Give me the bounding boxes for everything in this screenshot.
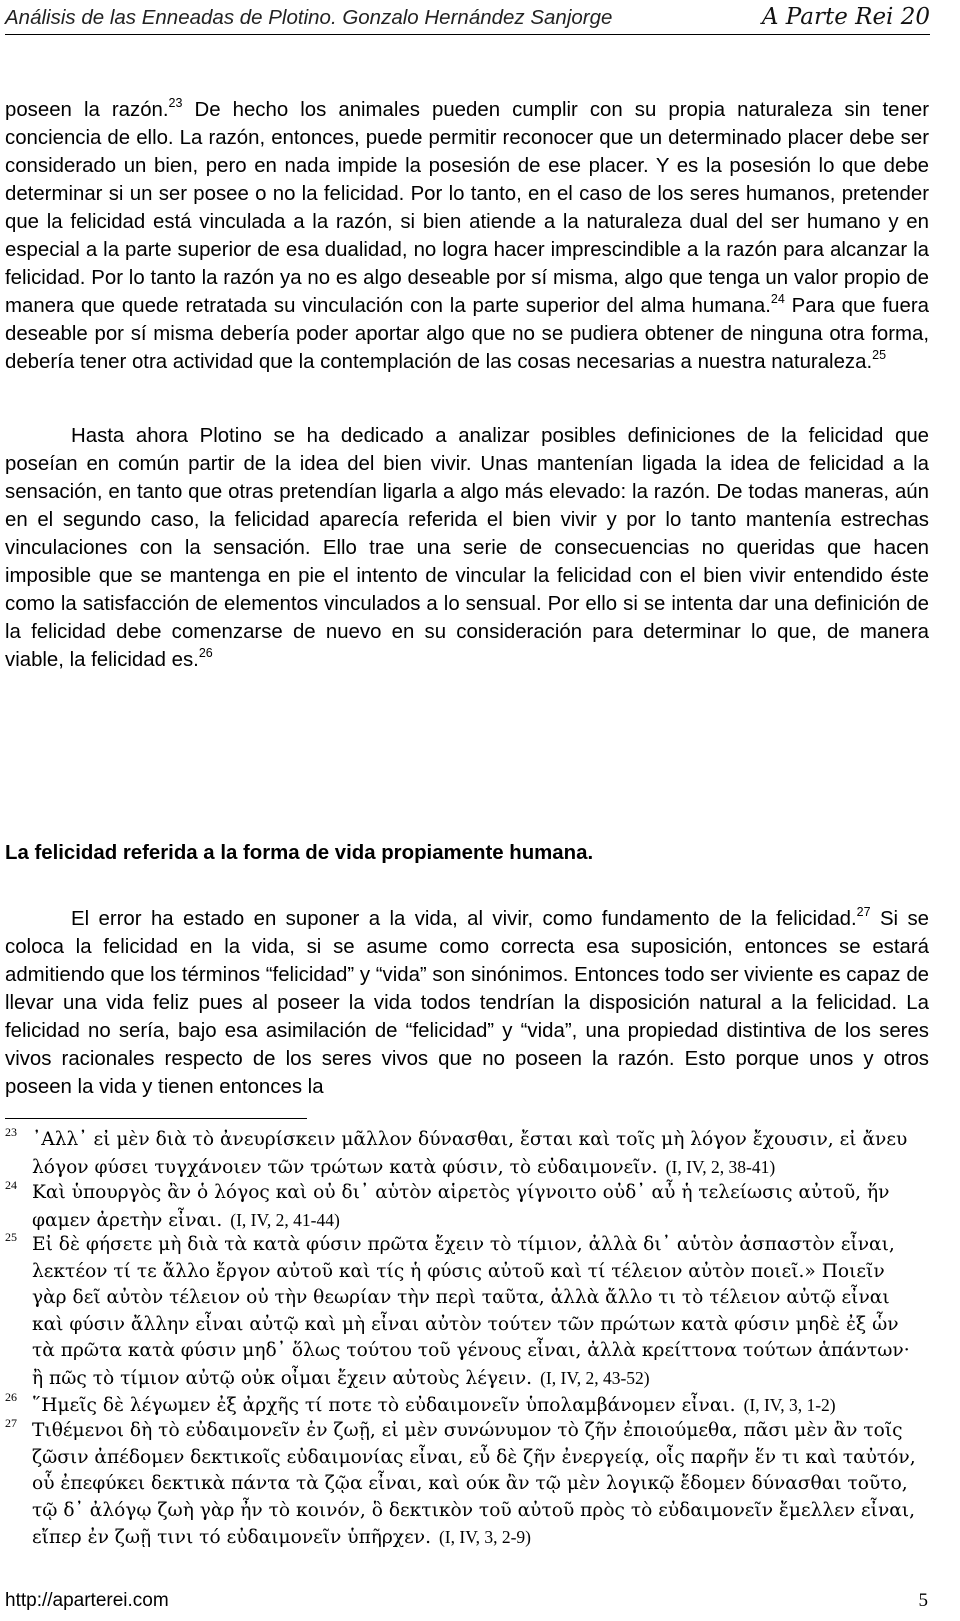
website-link[interactable]: http://aparterei.com (5, 1590, 169, 1611)
page-number: 5 (918, 1590, 928, 1611)
footnote-25 (5, 1232, 925, 1392)
footnote-number: 23 (5, 1125, 17, 1139)
running-title: Análisis de las Enneadas de Plotino. Gonzalo Hernández Sanjorge (5, 6, 613, 29)
greek-quotation: ῞Ημεῖς δὲ λέγωμεν ἐξ ἀρχῆς τί ποτε τὸ εὐδαιμονεῖν ὑπολαμβάνομεν εἶναι. (32, 1395, 736, 1416)
footnote-marker-25[interactable]: 25 (872, 348, 887, 362)
footnote-text (32, 1127, 925, 1181)
citation-reference: (I, IV, 2, 38-41) (665, 1156, 776, 1177)
footnote-text (32, 1392, 925, 1420)
section-heading: La felicidad referida a la forma de vida propiamente humana. (5, 842, 594, 864)
page-header (5, 2, 930, 32)
body-paragraph-2 (5, 422, 929, 674)
footnote-26 (5, 1392, 925, 1420)
footnote-marker-27[interactable]: 27 (856, 905, 871, 919)
citation-reference: (I, IV, 3, 1-2) (743, 1395, 836, 1415)
page-footer (5, 1590, 930, 1614)
footnote-number: 27 (5, 1416, 17, 1430)
greek-quotation: Τιθέμενοι δὴ τὸ εὐδαιμονεῖν ἐν ζωῇ, εἰ μὲν συνώνυμον τὸ ζῆν ἐποιούμεθα, πᾶσι μὲν ἂν τοῖς ζῶσιν ἀπέδομεν δεκτικοῖς εὐδαιμονίας εἶναι, εὖ δὲ ζῆν ἐνεργείᾳ, οἷς παρῆν ἕν τι καὶ ταὐτόν, οὗ ἐπεφύκει δεκτικὰ πάντα τὰ ζῷα εἶναι, καὶ ούκ ἂν τῷ μὲν λογικῷ ἔδομεν δύνασθαι τοῦτο, τῷ δ᾿ ἀλόγῳ ζωὴ γὰρ ἦν τὸ κοινόν, ὃ δεκτικὸν τοῦ αὐτοῦ πρὸς τὸ εὐδαιμονεῖν ἔμελλεν εἶναι, εἴπερ ἐν ζωῇ τινι τό εὐδαιμονεῖν ὑπῆρχεν. (32, 1420, 916, 1548)
citation-reference: (I, IV, 2, 43-52) (540, 1367, 650, 1388)
footnote-text (32, 1418, 925, 1552)
paragraph-text: Para que fuera deseable por sí misma debería poder aportar algo que no se pudiera obtener de ninguna otra forma, debería tener otra actividad que la contemplación de las cosas necesarias a nuestra naturaleza. (5, 295, 929, 373)
citation-reference: (I, IV, 3, 2-9) (438, 1527, 532, 1547)
paragraph-text: De hecho los animales pueden cumplir con su propia naturaleza sin tener conciencia de ello. La razón, entonces, puede permitir reconocer que un determinado placer debe ser considerado un bien, pero en nada impide la posesión de ese placer. Y es la posesión lo que debe determinar si un ser posee o no la felicidad. Por lo tanto, en el caso de los seres humanos, pretender que la felicidad está vinculada a la razón, si bien atiende a la naturaleza dual del ser humano y en especial a la parte superior de esa dualidad, no logra hacer imprescindible a la razón para alcanzar la felicidad. Por lo tanto la razón ya no es algo deseable por sí misma, algo que tenga un valor propio de manera que quede retratada su vinculación con la parte superior del alma humana. (5, 99, 929, 317)
footnote-text (32, 1232, 925, 1392)
paragraph-text: poseen la razón. (5, 99, 169, 121)
footnote-number: 26 (5, 1390, 17, 1404)
footnote-divider (5, 1118, 307, 1119)
footnote-number: 25 (5, 1230, 17, 1244)
footnote-text (32, 1180, 925, 1234)
footnote-marker-26[interactable]: 26 (198, 646, 213, 660)
footnote-23 (5, 1127, 925, 1181)
footnote-marker-23[interactable]: 23 (168, 96, 183, 110)
body-paragraph-1 (5, 96, 929, 376)
footnote-24 (5, 1180, 925, 1234)
body-paragraph-3 (5, 905, 929, 1101)
greek-quotation: Καὶ ὑπουργὸς ἂν ὁ λόγος καὶ οὐ δι᾿ αὑτὸν αἱρετὸς γίγνοιτο οὐδ᾿ αὖ ἡ τελείωσις αὐτοῦ, ἥν φαμεν ἀρετὴν εἶναι. (32, 1182, 890, 1231)
greek-quotation: Εἰ δὲ φήσετε μὴ διὰ τὰ κατὰ φύσιν πρῶτα ἔχειν τὸ τίμιον, ἀλλὰ δι᾿ αὑτὸν ἀσπαστὸν εἶναι, λεκτέον τί τε ἄλλο ἔργον αὐτοῦ καὶ τίς ἡ φύσις αὐτοῦ καὶ τί τέλειον αὐτὸν ποιεῖ.» Ποιεῖν γὰρ δεῖ αὐτὸν τέλειον οὐ τὴν θεωρίαν τὴν περὶ ταῦτα, ἀλλὰ ἄλλο τι τὸ τέλειον αὐτῷ εἶναι καὶ φύσιν ἄλλην εἶναι αὐτῷ καὶ μὴ εἶναι αὐτὸν τούτεν τῶν πρώτων κατὰ φύσιν μηδὲ ἐξ ὧν τὰ πρῶτα κατὰ φύσιν μηδ᾿ ὅλως τούτου τοῦ γένους εἶναι, ἀλλὰ κρείττονα τούτων ἁπάντων· ἢ πῶς τὸ τίμιον αὐτῷ οὐκ οἶμαι ἔχειν αὐτοὺς λέγειν. (32, 1234, 910, 1389)
paragraph-text: Hasta ahora Plotino se ha dedicado a analizar posibles definiciones de la felicidad que poseían en común partir de la idea del bien vivir. Unas mantenían ligada la idea de felicidad a la sensación, en tanto que otras pretendían ligarla a algo más elevado: la razón. De todas maneras, aún en el segundo caso, la felicidad aparecía referida el bien vivir y por lo tanto mantenía estrechas vinculaciones con la sensación. Ello trae una serie de consecuencias no queridas que hacen imposible que se mantenga en pie el intento de vincular la felicidad con el bien vivir entendido éste como la satisfacción de elementos vinculados a lo sensual. Por ello si se intenta dar una definición de la felicidad debe comenzarse de nuevo en su consideración para determinar lo que, de manera viable, la felicidad es. (5, 425, 929, 671)
footnote-marker-24[interactable]: 24 (770, 292, 785, 306)
greek-quotation: ᾿Αλλ᾿ εἰ μὲν διὰ τὸ ἀνευρίσκειν μᾶλλον δύνασθαι, ἔσται καὶ τοῖς μὴ λόγον ἔχουσιν, εἰ ἄνευ λόγον φύσει τυγχάνοιεν τῶν τρώτων κατὰ φύσιν, τὸ εὐδαιμονεῖν. (32, 1129, 908, 1178)
paragraph-text: Si se coloca la felicidad en la vida, si se asume como correcta esa suposición, entonces se estará admitiendo que los términos “felicidad” y “vida” son sinónimos. Entonces todo ser viviente es capaz de llevar una vida feliz pues al poseer la vida todos tendrían la disposición natural a la felicidad. La felicidad no sería, bajo esa asimilación de “felicidad” y “vida”, una propiedad distintiva de los seres vivos racionales respecto de los seres vivos que no poseen la razón. Esto porque unos y otros poseen la vida y tienen entonces la (5, 908, 930, 1098)
citation-reference: (I, IV, 2, 41-44) (230, 1209, 340, 1230)
footnote-number: 24 (5, 1178, 17, 1192)
journal-name: A Parte Rei 20 (761, 4, 930, 30)
footnote-27 (5, 1418, 925, 1552)
header-divider (5, 34, 930, 35)
paragraph-text: El error ha estado en suponer a la vida, al vivir, como fundamento de la felicidad. (71, 908, 857, 930)
